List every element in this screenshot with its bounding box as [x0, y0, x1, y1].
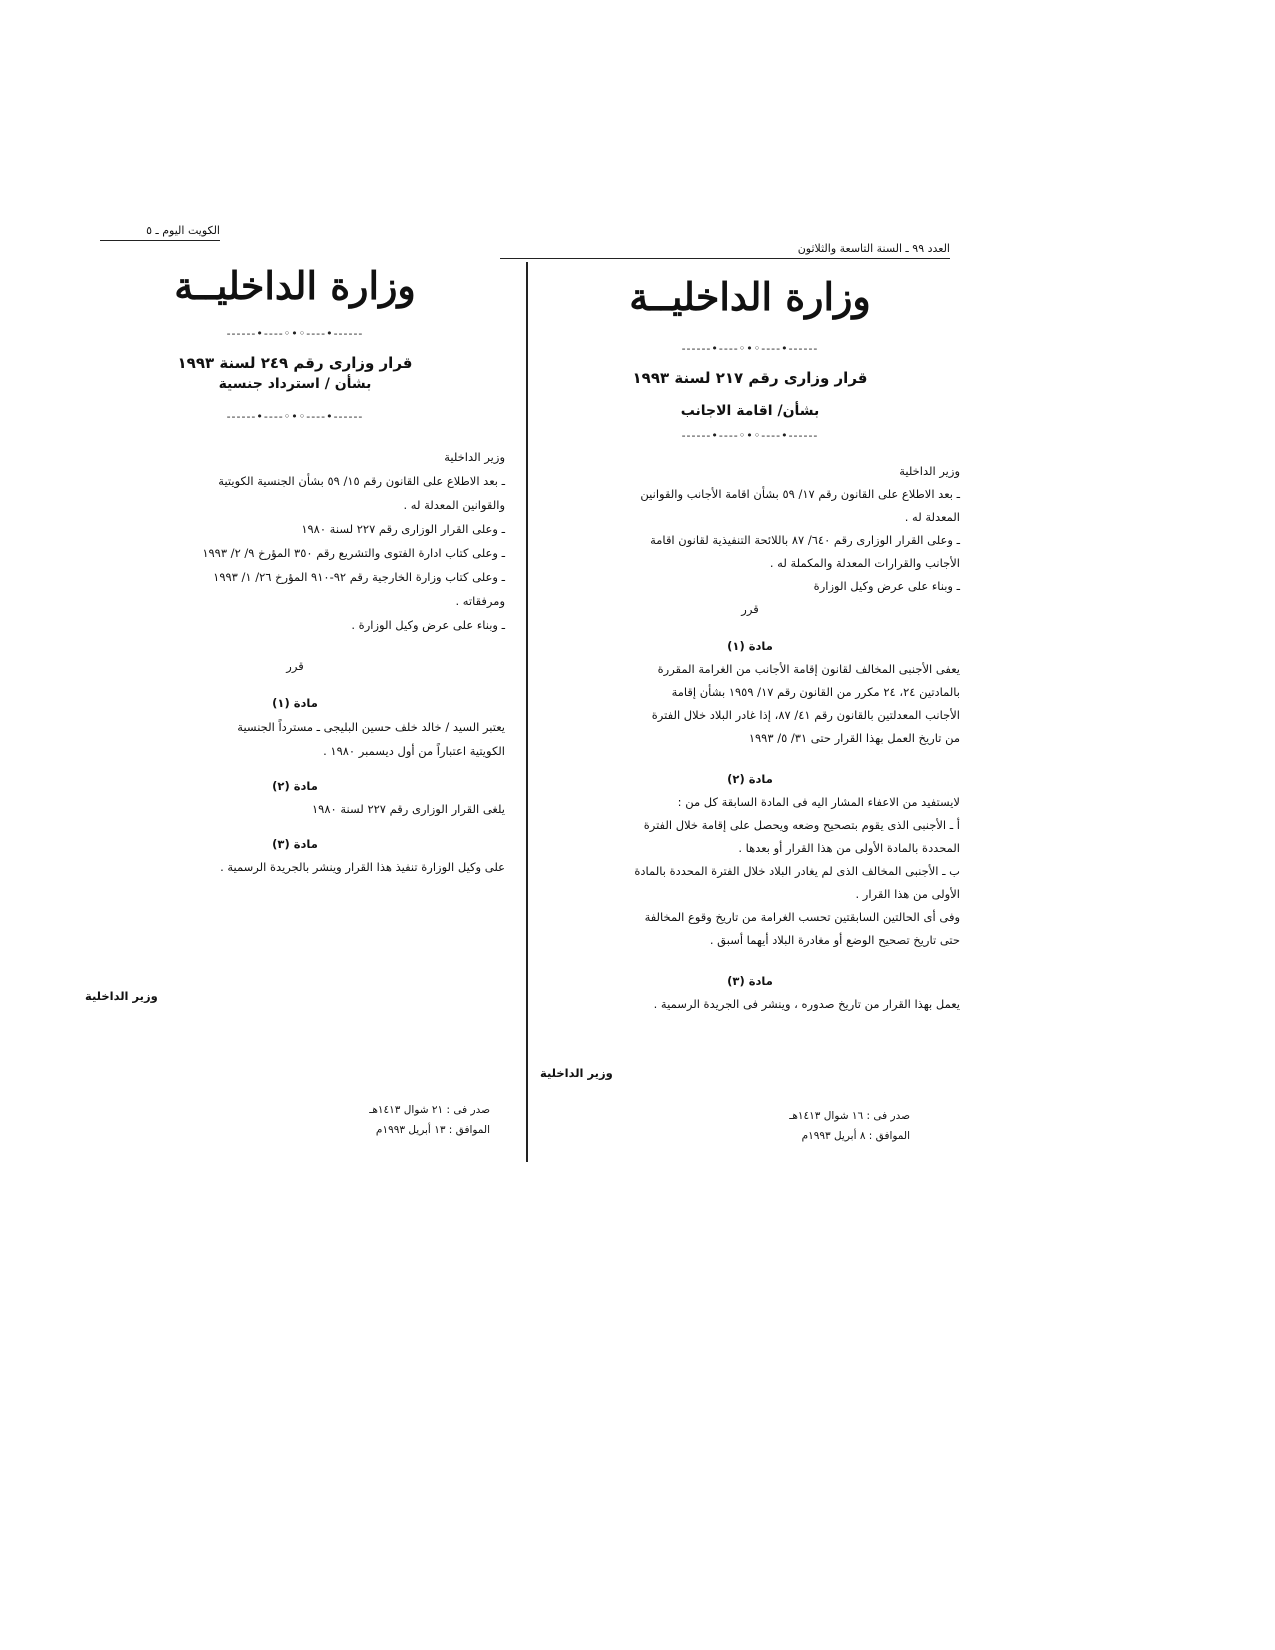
preamble-line: ـ وعلى القرار الوزارى رقم ٢٢٧ لسنة ١٩٨٠	[301, 522, 505, 536]
issue-header: العدد ٩٩ ـ السنة التاسعة والثلاثون	[797, 242, 950, 255]
article-line: ب ـ الأجنبى المخالف الذى لم يغادر البلاد خلال الفترة المحددة بالمادة	[634, 864, 960, 878]
decree-217	[540, 262, 960, 1016]
article-line: وفى أى الحالتين السابقتين تحسب الغرامة من تاريخ وقوع المخالفة	[644, 910, 960, 924]
article-line: لايستفيد من الاعفاء المشار اليه فى المادة السابقة كل من :	[677, 795, 960, 809]
preamble-line: ومرفقاته .	[455, 594, 505, 608]
article-line: يعمل بهذا القرار من تاريخ صدوره ، وينشر فى الجريدة الرسمية .	[653, 997, 960, 1011]
article-line: بالمادتين ٢٤، ٢٤ مكرر من القانون رقم ١٧/ ١٩٥٩ بشأن إقامة	[671, 685, 960, 699]
header-rule-left	[100, 240, 220, 241]
article-1-body	[540, 658, 960, 750]
preamble-line: ـ وبناء على عرض وكيل الوزارة	[813, 579, 960, 593]
issued-hijri: صدر فى : ٢١ شوال ١٤١٣هـ	[369, 1104, 490, 1116]
article-2-heading: مادة (٢)	[727, 772, 773, 786]
preamble-line: ـ بعد الاطلاع على القانون رقم ١٥/ ٥٩ بشأن الجنسية الكويتية	[218, 474, 505, 488]
article-line: يعتبر السيد / خالد خلف حسين البليجى ـ مسترداً الجنسية	[237, 720, 505, 734]
article-line: يعفى الأجنبى المخالف لقانون إقامة الأجانب من الغرامة المقررة	[657, 662, 960, 676]
decides-label: قرر	[286, 659, 304, 673]
signature: وزير الداخلية	[85, 989, 158, 1003]
header-rule-right	[500, 258, 950, 259]
preamble-line: وزير الداخلية	[899, 464, 960, 478]
preamble-line: الأجانب والقرارات المعدلة والمكملة له .	[769, 556, 960, 570]
article-2-body	[85, 798, 505, 821]
article-line: حتى تاريخ تصحيح الوضع أو مغادرة البلاد أيهما أسبق .	[709, 933, 960, 947]
issue-date	[330, 1100, 490, 1140]
preamble-line: ـ وعلى كتاب ادارة الفتوى والتشريع رقم ٣٥٠ المؤرخ ٩/ ٢/ ١٩٩٣	[202, 546, 505, 560]
ornament-divider: ------•----◦•◦----•------	[681, 429, 819, 442]
preamble-line: والقوانين المعدلة له .	[403, 498, 505, 512]
preamble-line: ـ وبناء على عرض وكيل الوزارة .	[351, 618, 505, 632]
preamble	[85, 445, 505, 637]
article-1-heading: مادة (١)	[272, 696, 318, 710]
preamble-line: ـ وعلى كتاب وزارة الخارجية رقم ٩٢-٩١٠ المؤرخ ٢٦/ ١/ ١٩٩٣	[213, 570, 505, 584]
ornament-divider: ------•----◦•◦----•------	[681, 342, 819, 355]
preamble-line: ـ وعلى القرار الوزارى رقم ٦٤٠/ ٨٧ باللائحة التنفيذية لقانون اقامة	[650, 533, 960, 547]
decree-title: قرار وزارى رقم ٢٤٩ لسنة ١٩٩٣	[177, 354, 413, 372]
ornament-divider: ------•----◦•◦----•------	[226, 327, 364, 340]
ornament-divider: ------•----◦•◦----•------	[226, 410, 364, 423]
article-line: الأجانب المعدلتين بالقانون رقم ٤١/ ٨٧، إذا غادر البلاد خلال الفترة	[651, 708, 960, 722]
issued-gregorian: الموافق : ٨ أبريل ١٩٩٣م	[801, 1130, 910, 1142]
article-3-heading: مادة (٣)	[272, 837, 318, 851]
page-header: الكويت اليوم ـ ٥	[146, 224, 220, 237]
decree-subject: بشأن / استرداد جنسية	[218, 376, 372, 392]
preamble	[540, 460, 960, 621]
article-1-heading: مادة (١)	[727, 639, 773, 653]
article-1-body	[85, 715, 505, 763]
article-3-body	[540, 993, 960, 1016]
decree-249	[85, 245, 505, 879]
decree-title: قرار وزارى رقم ٢١٧ لسنة ١٩٩٣	[632, 369, 868, 387]
ministry-heading: وزارة الداخليــة	[174, 263, 416, 308]
article-line: المحددة بالمادة الأولى من هذا القرار أو بعدها .	[738, 841, 960, 855]
ministry-heading: وزارة الداخليــة	[629, 274, 871, 319]
preamble-line: وزير الداخلية	[444, 450, 505, 464]
preamble-line: المعدلة له .	[904, 510, 960, 524]
article-3-body	[85, 856, 505, 879]
article-line: الأولى من هذا القرار .	[855, 887, 960, 901]
signature: وزير الداخلية	[540, 1066, 613, 1080]
issued-gregorian: الموافق : ١٣ أبريل ١٩٩٣م	[375, 1124, 490, 1136]
decree-subject: بشأن/ اقامة الاجانب	[680, 403, 820, 419]
preamble-line: ـ بعد الاطلاع على القانون رقم ١٧/ ٥٩ بشأن اقامة الأجانب والقوانين	[640, 487, 960, 501]
article-2-heading: مادة (٢)	[272, 779, 318, 793]
article-line: من تاريخ العمل بهذا القرار حتى ٣١/ ٥/ ١٩٩٣	[748, 731, 960, 745]
column-divider	[526, 262, 528, 1162]
issue-date	[760, 1106, 910, 1146]
article-2-body	[540, 791, 960, 952]
article-line: يلغى القرار الوزارى رقم ٢٢٧ لسنة ١٩٨٠	[312, 802, 505, 816]
article-line: على وكيل الوزارة تنفيذ هذا القرار وينشر بالجريدة الرسمية .	[220, 860, 505, 874]
article-3-heading: مادة (٣)	[727, 974, 773, 988]
article-line: الكويتية اعتباراً من أول ديسمبر ١٩٨٠ .	[323, 744, 505, 758]
issued-hijri: صدر فى : ١٦ شوال ١٤١٣هـ	[789, 1110, 910, 1122]
decides-label: قرر	[741, 602, 759, 616]
article-line: أ ـ الأجنبى الذى يقوم بتصحيح وضعه ويحصل على إقامة خلال الفترة	[643, 818, 960, 832]
